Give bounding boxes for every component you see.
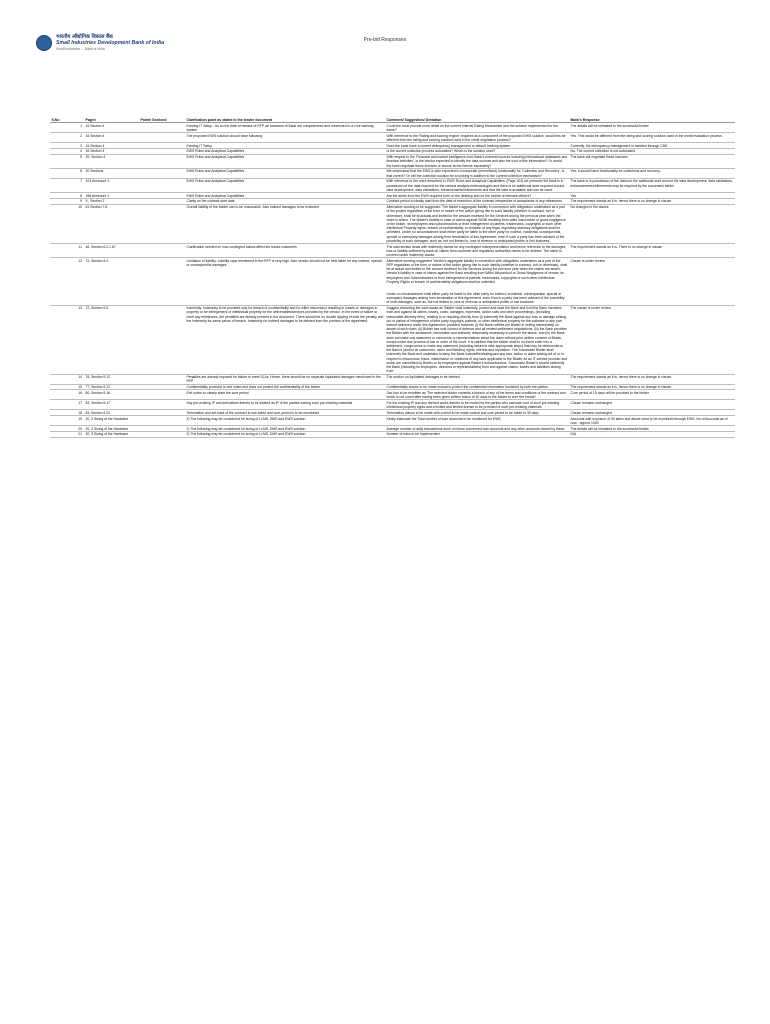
cell-clarification: Termination and set-back of the contract is one-sided and cure period is to be mentioned: [185, 410, 385, 416]
table-row: [50, 179, 735, 193]
cell-point: [139, 305, 185, 374]
table-row: [50, 305, 735, 374]
cell-comment: We understand that the EWS is also expected to incorporate (minor/fixed) functionality for 'Collection and Recovery'. Is that correct? Or will the collection solution be a working in addition to the current collection mechanism?: [385, 169, 569, 179]
cell-clarification: Indemnity: Indemnity to be provided only for breach of confidentiality and for wilful misconduct resulting in losses or damages to property or for infringement of intellectual property for the deliverables/services provided by the vendor. In the event of failure to meet any milestones, the penalties are already present in the document. There should be no double dipping of both the penalty and the indemnity for same cause of breach. Indemnity for indirect damages to be deleted from the purview of the agreement.: [185, 305, 385, 374]
cell-point: [139, 133, 185, 143]
cell-response: No. The current collection is not automated: [569, 149, 735, 155]
cell-point: [139, 416, 185, 426]
cell-comment: The section on liquidated damages to be deleted: [385, 374, 569, 384]
cell-response: Accounts with exposure of 50 lakhs and above need to be monitored through EWS. No of Accounts as of now - approx 1300: [569, 416, 735, 426]
cell-sno: 16: [50, 390, 84, 400]
cell-comment: Could the bank provide more detail on the current Internal Rating Mechanism and the solution implemented for the same?: [385, 123, 569, 133]
cell-sno: 15: [50, 384, 84, 390]
cell-page: 16 Section 4: [84, 133, 139, 143]
table-row: [50, 123, 735, 133]
cell-page: 16 Section 4: [84, 123, 139, 133]
cell-response: Currently, the delinquency management is handled through CBS: [569, 143, 735, 149]
cell-sno: 9: [50, 199, 84, 205]
cell-comment: [385, 258, 569, 305]
cell-page: 83, Section 9.17: [84, 400, 139, 410]
cell-comment: Number of rules to be implemented: [385, 432, 569, 438]
cell-comment: For the existing IP and any derived works thereto to be owned by the parties who own/own sort of such pre-existing intellectual property rights and a limited and limited license to be provided of such pre-existing materials: [385, 400, 569, 410]
cell-sno: 12: [50, 258, 84, 305]
table-row: [50, 133, 735, 143]
column-header-clarification: Clarification point as stated in the tender document: [185, 117, 385, 123]
cell-page: 72, Section 9.5: [84, 305, 139, 374]
cell-clarification: Exit notion to clearly state the cure period: [185, 390, 385, 400]
table-row: [50, 154, 735, 168]
cell-clarification: EWS Rules and Analytical Capabilities: [185, 179, 385, 193]
cell-point: [139, 123, 185, 133]
cell-response: Clause is under review: [569, 258, 735, 305]
cell-page: 16 Section 4: [84, 149, 139, 155]
cell-sno: 21: [50, 432, 84, 438]
page-title: Pre-bid Responses: [363, 37, 407, 43]
cell-point: [139, 154, 185, 168]
cell-page: 61 Section 7.5: [84, 204, 139, 243]
cell-clarification: 2) The following may be considered for sizing of LLMS, DMS and EWS solution: [185, 432, 385, 438]
cell-comment: With respect to the 'Financial and market intelligence from Bank's external sources including international databases and financial websites', is the vendor expected to identify the data sources and also the cost of this information? Or would the bank negotiate these licenses or source terms license separately?: [386, 155, 568, 168]
cell-comment: With reference to the rules described in 'EWS Rules and Analytical Capabilities' (Page 104) we presume the bank is in possession of the data required for the various analysis methodologies and there is no additional work required around data development, data validations, enhancements/refinements and that the data is available and can be used.: [385, 179, 569, 193]
cell-point: [139, 244, 185, 258]
cell-sno: 11: [50, 244, 84, 258]
cell-clarification: Existing IT Setup: [185, 143, 385, 149]
responses-table: [50, 117, 735, 438]
cell-comment: Confidentiality clause to be made mutual to protect the confidential information furnished by both the parties: [385, 384, 569, 390]
cell-sno: 1: [50, 123, 84, 133]
cell-comment: Sac tion to be rewritten as 'The selected bidder commits a breach of any of the terms and conditions of the contract and which is not cured after having been given written notice of 30 days to the bidder to cure the breach': [385, 390, 569, 400]
cell-page: 20, 3 Sizing of the Hardware: [84, 426, 139, 432]
cell-point: [139, 432, 185, 438]
cell-page: 104 Annexure 1: [84, 179, 139, 193]
cell-comment: Is the current collection process automated? Which is the solution used?: [385, 149, 569, 155]
cell-clarification: Any pre-existing IP and derivatives thereto to be treated as IP of the parties owning such pre-existing materials: [185, 400, 385, 410]
column-header-page: Page#: [84, 117, 139, 123]
comment-paragraph-1: Alternative wording suggested 'Vendor's aggregate liability in connection with obligations undertaken as a part of the RFP regardless of the form or nature of the action giving rise to such liability (whether in contract, tort or otherwise), shall be at actual and limited to the amount received for the Services during the previous year when the claims are arisen. Vendor's liability in case of claims against the Bank resulting from Wilful Misconduct or Gross Negligence of vendor, its employees and Subcontractors or from infringement of patents, trademarks, copyrights or such other Intellectual Property Rights or breach of confidentiality obligations shall be unlimited.: [386, 258, 568, 284]
cell-clarification: EWS Rules and Analytical Capabilities: [185, 169, 385, 179]
cell-response: N/A: [569, 432, 735, 438]
cell-page: 9 , Section 2: [84, 199, 139, 205]
table-row: [50, 416, 735, 426]
cell-sno: 10: [50, 204, 84, 243]
cell-page: 158 Annexure 1: [84, 193, 139, 199]
cell-clarification: Existing IT Setup - As on the date of release of RFP, all branches of Bank are computerized and connected to a core banking system: [185, 123, 385, 133]
cell-clarification: EWS Rules and Analytical Capabilities: [185, 154, 385, 168]
cell-response: The requirement stands as it is. There is no change in clause: [569, 244, 735, 258]
cell-response: The details will be intimated to the successful bidder: [569, 123, 735, 133]
logo-english-text: Small Industries Development Bank of India: [56, 40, 165, 46]
table-row: [50, 390, 735, 400]
cell-point: [139, 258, 185, 305]
cell-comment: The said section deals with indemnity claims for any contingent misrepresentation and hence reference to the damages, loss or liability suffered by bank on claims from customer and regulatory authorities needs to be deleted. The same is covered under indemnity clause.: [385, 244, 569, 258]
cell-clarification: 2) The following may be considered for sizing of LLMS, DMS and EWS solution: [185, 426, 385, 432]
cell-response: Yes. This would be different from the rating and scoring solution used in the credit evaluation process: [569, 133, 735, 143]
cell-clarification: Clarification needed on how contingent claims affect the banks customers: [185, 244, 385, 258]
column-header-point: Point# Section#: [139, 117, 185, 123]
cell-comment: Contract period to ideally start from the date of execution of the contract irrespective of acceptance of any milestones: [385, 199, 569, 205]
cell-sno: 2: [50, 133, 84, 143]
comment-paragraph-2: Under no circumstances shall either party be liable to the other party for indirect, incidental, consequential, special or exemplary damages arising from termination of this Agreement, even if such a party has been advised of the possibility of such damages, such as, but not limited to, loss of revenue or anticipated profits or lost business.': [386, 291, 565, 305]
cell-sno: 17: [50, 400, 84, 410]
cell-point: [139, 204, 185, 243]
column-header-sno: S.No: [50, 117, 84, 123]
cell-clarification: Overall liability of the bidder can to be reasonable. Also indirect damages to be excluded: [185, 204, 385, 243]
cell-response: The details will be intimated to the successful bidder: [569, 426, 735, 432]
cell-sno: 18: [50, 410, 84, 416]
cell-point: [139, 390, 185, 400]
table-row: [50, 169, 735, 179]
cell-comment: Termination clause to be made with a mind to be made mutual and cure period to be made to 30 days: [385, 410, 569, 416]
cell-comment: With reference to the 'Rating and scoring engine' required as a component of the proposed EWS solution, would this be different from the rating and scoring solution used in the credit origination process?: [385, 133, 569, 143]
column-header-comment: Comment/ Suggestion/ Deviation: [385, 117, 569, 123]
cell-page: 16 Section 4: [84, 143, 139, 149]
cell-point: [139, 400, 185, 410]
cell-response: Clause remains unchanged: [569, 410, 735, 416]
table-row: [50, 258, 735, 305]
logo-hindi-text: भारतीय औद्योगिक विकास बैंक: [56, 34, 113, 40]
cell-point: [139, 169, 185, 179]
cell-page: 20, Section 4: [84, 154, 139, 168]
cell-response: The requirement stands as it is, hence there is no change in clause: [569, 199, 735, 205]
cell-response: Clause remains unchanged: [569, 400, 735, 410]
cell-response: The requirement stands as it is, hence there is no change in clause.: [569, 374, 735, 384]
cell-page: 46, Section 6.2.1.67: [84, 244, 139, 258]
cell-comment: Does the bank have a current delinquency management or default tracking system: [385, 143, 569, 149]
cell-page: 72, Section 9.4: [84, 258, 139, 305]
column-header-response: Bank's Response: [569, 117, 735, 123]
cell-comment: Alternative wording to be suggested 'The bidder's aggregate liability in connection with obligations undertaken as a part of the project regardless of the form or nature of the action giving rise to such liability (whether in contract, tort or otherwise), shall be at actuals and limited to the amount received for the Services during the previous year when the claim is arisen. The bidder's liability in case of claims against SIDBI resulting from wilful misconduct or gross negligence of the bidder, its employees and subcontractors or from infringement of patents, trademarks, copyrights or such other Intellectual Property rights, breach of confidentiality, or violation of any legal, regulatory statutory obligations shall be unlimited. Under no circumstances shall either party be liable to the other party for indirect, incidental, consequential, special or exemplary damages arising from termination of this Agreement, even if such a party has been advised of the possibility of such damages, such as, but not limited to, loss of revenue or anticipated profits or lost business.': [385, 204, 569, 243]
cell-sno: 14: [50, 374, 84, 384]
cell-sno: 4: [50, 149, 84, 155]
cell-clarification: Penalties are already imposed for failure to meet SLAs. Hence, there should be no separate liquidated damages mentioned in the RFP: [185, 374, 385, 384]
table-body: [50, 123, 735, 438]
cell-sno: 13: [50, 305, 84, 374]
cell-response: No changes in the clause: [569, 204, 735, 243]
cell-comment: Are the alerts from the EWS required both on the desktop and on the mobile of relevant officers?: [385, 193, 569, 199]
cell-clarification: The proposed EWS solution should have following: [185, 133, 385, 143]
cell-sno: 20: [50, 426, 84, 432]
cell-response: The bank is in possession of the data but the additional work around the data development, data validations, enhancements/refinements may be required by the successful bidder: [569, 179, 735, 193]
cell-page: 76, Section 9.12: [84, 374, 139, 384]
cell-clarification: Confidentiality provision is one sided and does not protect the confidentiality of the bidder: [185, 384, 385, 390]
cell-sno: 5: [50, 154, 84, 168]
cell-response: Yes: [569, 193, 735, 199]
table-row: [50, 432, 735, 438]
cell-sno: 19: [50, 416, 84, 426]
cell-point: [139, 179, 185, 193]
cell-page: 83, Section 9.22: [84, 410, 139, 416]
cell-response: The bank will negotiate these licenses.: [569, 154, 735, 168]
cell-page: 20 Section4: [84, 169, 139, 179]
cell-page: 20, 3 Sizing of the Hardware: [84, 416, 139, 426]
cell-response: Cure period of 15 days will be provided to the bidder: [569, 390, 735, 400]
logo-tagline: Small Industries ... Bank of India: [56, 47, 105, 51]
cell-response: The requirement stands as it is, hence there is no change in clause.: [569, 384, 735, 390]
cell-page: 80, Section 9.16: [84, 390, 139, 400]
cell-point: [139, 374, 185, 384]
table-row: [50, 374, 735, 384]
cell-comment: Suggest rewording the said clause as 'Bidder shall indemnify, protect and save the Bank and hold the Bank harmless from and against all claims, losses, costs, damages, expenses, action suits and other proceedings, (including reasonable attorney fees), relating to or resulting directly from (i) indemnify the Bank against any loss or damage arising out of claims of infringement of third party copyright, patents, or other intellectual property for the software or any part thereof delivered under this Agreement; provided however, (i) the Bank notifies the Bidder in writing immediately on aware of such claim, (ii) Bidder has sole control of defence and all related settlement negotiations, (iii) the Bank provides the Bidder with the assistance, information and authority reasonably necessary to perform the above, and (iv) the Bank does not make any statement or comments or representations about the claim without prior written consent of Bidder, except under due process of law or order of the court. It is clarified that the bidder shall in no event enter into a settlement, compromise or make any statement (including failure to take appropriate steps) that may be detrimental to the Bank's (and/or its customers, users and Bidders) rights, interest and reputation. The Successful Bidder shall indemnify the Bank and undertake to keep the Bank indemnified/safeguard any loss, action or claim arising out of or in respect to misconduct, fraud, misbehavior or violations of any laws applicable to the Bidder as an IT service provider and which are committed by Bidder or its employees against Bidder's subcontractors. Successful Bidder's should indemnify the Bank (including its employees, directors or representatives) from and against claims, losses and liabilities arising from: [386, 306, 568, 374]
table-row: [50, 244, 735, 258]
table-row: [50, 400, 735, 410]
cell-page: 20, 3 Sizing of the Hardware: [84, 432, 139, 438]
cell-sno: 7: [50, 179, 84, 193]
cell-page: 77, Section 9.12: [84, 384, 139, 390]
cell-comment: Average number of daily transactions done on these concerned loan accounts and any other accounts owned by these: [385, 426, 569, 432]
cell-sno: 8: [50, 193, 84, 199]
cell-clarification: Limitation of liability: Liability caps mentioned in the RFP is very high. Also vendor should not be held liable for any indirect, special or consequential damages.: [185, 258, 385, 305]
cell-sno: 6: [50, 169, 84, 179]
cell-clarification: Clarity on the contract start date: [185, 199, 385, 205]
cell-response: Yes, it should have functionality for collections and recovery.: [569, 169, 735, 179]
cell-response: The clause is under review: [569, 305, 735, 374]
cell-sno: 3: [50, 143, 84, 149]
table-row: [50, 204, 735, 243]
cell-clarification: 2) The following may be considered for sizing of LLMS, DMS and EWS solution: [185, 416, 385, 426]
cell-clarification: EWS Rules and Analytical Capabilities: [185, 149, 385, 155]
cell-comment: Kindly elaborate the Total number of loan accounts to be monitored for EWS: [385, 416, 569, 426]
cell-clarification: EWS Rules and Analytical Capabilities: [185, 193, 385, 199]
